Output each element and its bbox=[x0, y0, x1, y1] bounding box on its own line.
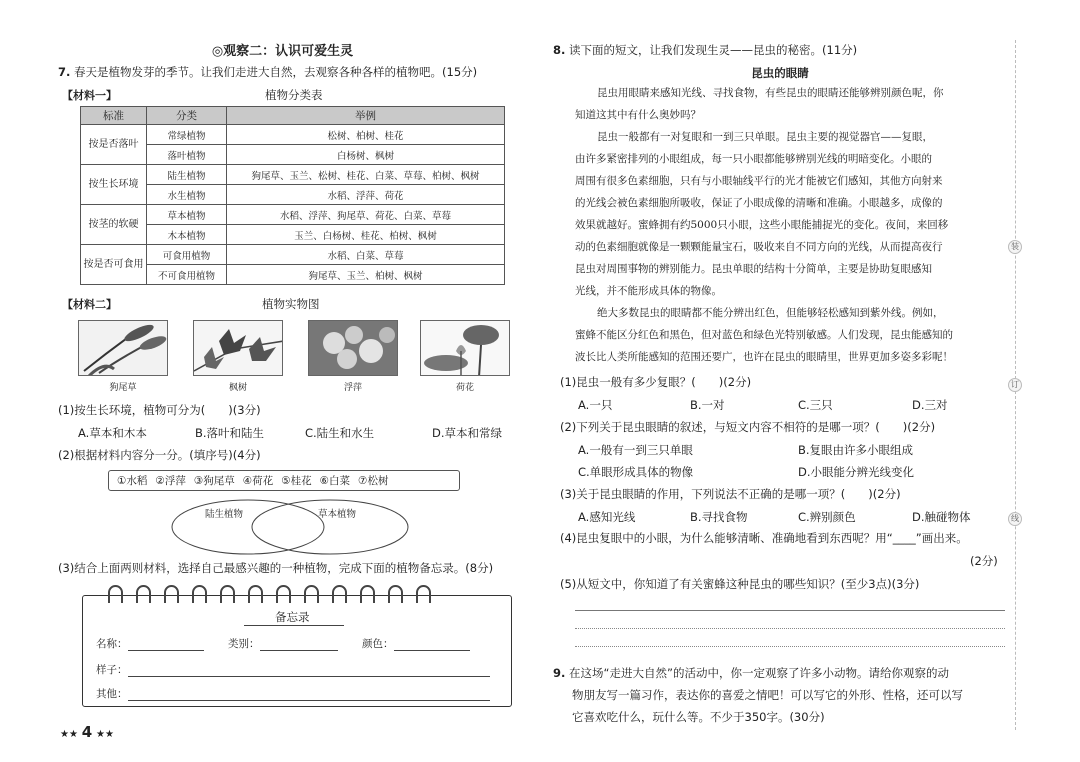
table-category-cell: 陆生植物 bbox=[147, 165, 227, 185]
material-2-label: 【材料二】 bbox=[62, 298, 117, 311]
option-d[interactable]: D.小眼能分辨光线变化 bbox=[798, 465, 915, 479]
page-stars-left: ★★ bbox=[60, 729, 78, 740]
question-7-1: (1)按生长环境，植物可分为( )(3分) bbox=[58, 403, 261, 417]
ring-icon bbox=[220, 585, 235, 603]
table-examples-cell: 狗尾草、玉兰、松树、桂花、白菜、草莓、柏树、枫树 bbox=[227, 165, 505, 185]
table-row bbox=[81, 165, 505, 185]
page-stars-right: ★★ bbox=[96, 729, 114, 740]
venn-right-label: 草本植物 bbox=[318, 509, 357, 520]
ring-icon bbox=[108, 585, 123, 603]
table-category-cell: 可食用植物 bbox=[147, 245, 227, 265]
option-a[interactable]: A.一般有一到三只单眼 bbox=[578, 443, 693, 457]
option-d[interactable]: D.触碰物体 bbox=[912, 510, 971, 524]
memo-name-label: 名称： bbox=[96, 638, 128, 650]
table-category-cell: 不可食用植物 bbox=[147, 265, 227, 285]
margin-mark: 订 bbox=[1008, 378, 1022, 392]
plant-item: ⑤桂花 bbox=[281, 475, 312, 487]
article-body bbox=[575, 82, 1005, 368]
article-line: 知道这其中有什么奥妙吗？ bbox=[575, 109, 701, 121]
memo-title: 备忘录 bbox=[275, 610, 310, 624]
table-category-cell: 水生植物 bbox=[147, 185, 227, 205]
ring-icon bbox=[360, 585, 375, 603]
memo-shape-field[interactable] bbox=[128, 676, 490, 677]
photo-caption: 荷花 bbox=[455, 383, 474, 393]
ring-icon bbox=[304, 585, 319, 603]
memo-color-label: 颜色： bbox=[362, 638, 394, 650]
question-7 bbox=[58, 64, 477, 80]
article-line: 昆虫用眼睛来感知光线、寻找食物，有些昆虫的眼睛还能够辨别颜色呢，你 bbox=[597, 87, 944, 99]
question-8-4: (4)昆虫复眼中的小眼，为什么能够清晰、准确地看到东西呢？用“____”画出来。 bbox=[560, 531, 968, 545]
question-8-text: 读下面的短文，让我们发现生灵——昆虫的秘密。(11分) bbox=[569, 43, 858, 57]
article-line: 蜜蜂不能区分红色和黑色，但对蓝色和绿色光特别敏感。人们发现，昆虫能感知的 bbox=[575, 329, 953, 341]
photo-lotus bbox=[420, 320, 510, 376]
table-standard-cell: 按是否落叶 bbox=[81, 125, 147, 165]
option-c[interactable]: C.辨别颜色 bbox=[798, 510, 856, 524]
option-a[interactable]: A.一只 bbox=[578, 398, 613, 412]
table-row bbox=[81, 205, 505, 225]
plant-item: ③狗尾草 bbox=[193, 475, 235, 487]
plant-item-list bbox=[108, 470, 460, 491]
answer-line[interactable] bbox=[575, 610, 1005, 611]
memo-name-field[interactable] bbox=[128, 650, 204, 651]
option-b[interactable]: B.一对 bbox=[690, 398, 725, 412]
question-8-number: 8. bbox=[553, 43, 566, 57]
ring-icon bbox=[276, 585, 291, 603]
photo-duckweed bbox=[308, 320, 398, 376]
venn-left-label: 陆生植物 bbox=[205, 509, 244, 520]
question-9-line: 它喜欢吃什么，玩什么等。不少于350字。(30分) bbox=[572, 710, 825, 724]
option-b[interactable]: B.复眼由许多小眼组成 bbox=[798, 443, 914, 457]
question-7-text: 春天是植物发芽的季节。让我们走进大自然，去观察各种各样的植物吧。(15分) bbox=[74, 65, 478, 79]
table-standard-cell: 按是否可食用 bbox=[81, 245, 147, 285]
article-line: 绝大多数昆虫的眼睛都不能分辨出红色，但能够轻松感知到紫外线。例如， bbox=[597, 307, 944, 319]
table-header-row bbox=[81, 107, 505, 125]
answer-line[interactable] bbox=[575, 646, 1005, 647]
memo-color-field[interactable] bbox=[394, 650, 470, 651]
ring-icon bbox=[332, 585, 347, 603]
table-header-examples: 举例 bbox=[227, 107, 505, 125]
ring-icon bbox=[164, 585, 179, 603]
question-8-5: (5)从短文中，你知道了有关蜜蜂这种昆虫的哪些知识？(至少3点)(3分) bbox=[560, 577, 920, 591]
article-line: 的光线会被色素细胞所吸收，保证了小眼成像的清晰和准确。小眼越多，成像的 bbox=[575, 197, 943, 209]
plant-item: ⑦松树 bbox=[358, 475, 389, 487]
ring-icon bbox=[136, 585, 151, 603]
plant-classification-table bbox=[80, 106, 505, 285]
ring-icon bbox=[388, 585, 403, 603]
ring-icon bbox=[192, 585, 207, 603]
option-c[interactable]: C.三只 bbox=[798, 398, 833, 412]
option-c[interactable]: C.单眼形成具体的物像 bbox=[578, 465, 694, 479]
option-a[interactable]: A.感知光线 bbox=[578, 510, 636, 524]
table-standard-cell: 按茎的软硬 bbox=[81, 205, 147, 245]
memo-shape-label: 样子： bbox=[96, 664, 128, 676]
photo-caption: 浮萍 bbox=[343, 383, 362, 393]
table-examples-cell: 水稻、白菜、草莓 bbox=[227, 245, 505, 265]
option-d[interactable]: D.草本和常绿 bbox=[432, 426, 503, 440]
table-row bbox=[81, 245, 505, 265]
margin-mark: 线 bbox=[1008, 512, 1022, 526]
memo-title-underline bbox=[244, 625, 344, 626]
table-header-category: 分类 bbox=[147, 107, 227, 125]
memo-rings bbox=[108, 585, 431, 603]
question-8-4-score: (2分) bbox=[970, 554, 998, 568]
answer-line[interactable] bbox=[575, 628, 1005, 629]
question-7-2: (2)根据材料内容分一分。(填序号)(4分) bbox=[58, 448, 261, 462]
article-line: 昆虫一般都有一对复眼和一到三只单眼。昆虫主要的视觉器官——复眼， bbox=[597, 131, 933, 143]
table-category-cell: 草本植物 bbox=[147, 205, 227, 225]
article-title: 昆虫的眼睛 bbox=[751, 66, 809, 80]
option-b[interactable]: B.寻找食物 bbox=[690, 510, 748, 524]
question-7-3: (3)结合上面两则材料，选择自己最感兴趣的一种植物，完成下面的植物备忘录。(8分) bbox=[58, 561, 494, 575]
question-9-number: 9. bbox=[553, 666, 566, 680]
ring-icon bbox=[248, 585, 263, 603]
table-category-cell: 落叶植物 bbox=[147, 145, 227, 165]
memo-other-label: 其他： bbox=[96, 688, 128, 700]
material-2-title: 植物实物图 bbox=[262, 297, 320, 311]
article-line: 效果就越好。蜜蜂拥有约5000只小眼，这些小眼能捕捉光的变化。夜间，来回移 bbox=[575, 219, 949, 231]
photo-caption: 枫树 bbox=[228, 383, 247, 393]
classification-table-wrap bbox=[80, 106, 505, 285]
table-examples-cell: 水稻、浮萍、荷花 bbox=[227, 185, 505, 205]
ring-icon bbox=[416, 585, 431, 603]
plant-item: ④荷花 bbox=[242, 475, 274, 487]
article-line: 由许多紧密排列的小眼组成，每一只小眼都能够辨别光线的明暗变化。小眼的 bbox=[575, 153, 932, 165]
margin-mark: 装 bbox=[1008, 240, 1022, 254]
table-header-standard: 标准 bbox=[81, 107, 147, 125]
section-title: ◎观察二：认识可爱生灵 bbox=[211, 44, 354, 59]
table-examples-cell: 水稻、浮萍、狗尾草、荷花、白菜、草莓 bbox=[227, 205, 505, 225]
material-1-title: 植物分类表 bbox=[265, 88, 323, 102]
photo-maple bbox=[193, 320, 283, 376]
article-line: 昆虫对周围事物的辨别能力。昆虫单眼的结构十分简单，主要是协助复眼感知 bbox=[575, 263, 932, 275]
question-7-number: 7. bbox=[58, 65, 71, 79]
photo-foxtail bbox=[78, 320, 168, 376]
photo-caption: 狗尾草 bbox=[109, 383, 137, 393]
memo-other-field[interactable] bbox=[128, 700, 490, 701]
question-9-line: 在这场“走进大自然”的活动中，你一定观察了许多小动物。请给你观察的动 bbox=[569, 666, 949, 680]
article-line: 动的色素细胞就像是一颗颗能量宝石，吸收来自不同方向的光线，从而提高夜行 bbox=[575, 241, 943, 253]
page-number bbox=[60, 723, 114, 741]
page-number-value: 4 bbox=[81, 723, 93, 741]
plant-item: ②浮萍 bbox=[155, 475, 186, 487]
question-8-2: (2)下列关于昆虫眼睛的叙述，与短文内容不相符的是哪一项？( )(2分) bbox=[560, 420, 936, 434]
article-line: 波长比人类所能感知的范围还要广，也许在昆虫的眼睛里，世界更加多姿多彩呢！ bbox=[575, 351, 953, 363]
table-examples-cell: 玉兰、白杨树、桂花、柏树、枫树 bbox=[227, 225, 505, 245]
table-standard-cell: 按生长环境 bbox=[81, 165, 147, 205]
question-8-3: (3)关于昆虫眼睛的作用，下列说法不正确的是哪一项？( )(2分) bbox=[560, 487, 901, 501]
table-row bbox=[81, 125, 505, 145]
plant-item: ⑥白菜 bbox=[319, 475, 351, 487]
plant-item: ①水稻 bbox=[117, 475, 148, 487]
article-line: 光线，并不能形成具体的物像。 bbox=[575, 285, 722, 297]
question-8 bbox=[553, 42, 857, 58]
table-examples-cell: 白杨树、枫树 bbox=[227, 145, 505, 165]
option-a[interactable]: A.草本和木本 bbox=[78, 426, 147, 440]
memo-type-label: 类别： bbox=[228, 638, 260, 650]
table-category-cell: 木本植物 bbox=[147, 225, 227, 245]
option-d[interactable]: D.三对 bbox=[912, 398, 948, 412]
question-9 bbox=[553, 662, 1013, 728]
option-c[interactable]: C.陆生和水生 bbox=[305, 426, 375, 440]
question-9-line: 物朋友写一篇习作，表达你的喜爱之情吧！可以写它的外形、性格，还可以写 bbox=[572, 688, 963, 702]
question-8-1: (1)昆虫一般有多少复眼？( )(2分) bbox=[560, 375, 752, 389]
material-1-label: 【材料一】 bbox=[62, 89, 117, 102]
table-category-cell: 常绿植物 bbox=[147, 125, 227, 145]
table-examples-cell: 狗尾草、玉兰、柏树、枫树 bbox=[227, 265, 505, 285]
option-b[interactable]: B.落叶和陆生 bbox=[195, 426, 265, 440]
table-examples-cell: 松树、柏树、桂花 bbox=[227, 125, 505, 145]
memo-type-field[interactable] bbox=[260, 650, 338, 651]
article-line: 周围有很多色素细胞，只有与小眼轴线平行的光才能被它们感知，其他方向射来 bbox=[575, 175, 943, 187]
